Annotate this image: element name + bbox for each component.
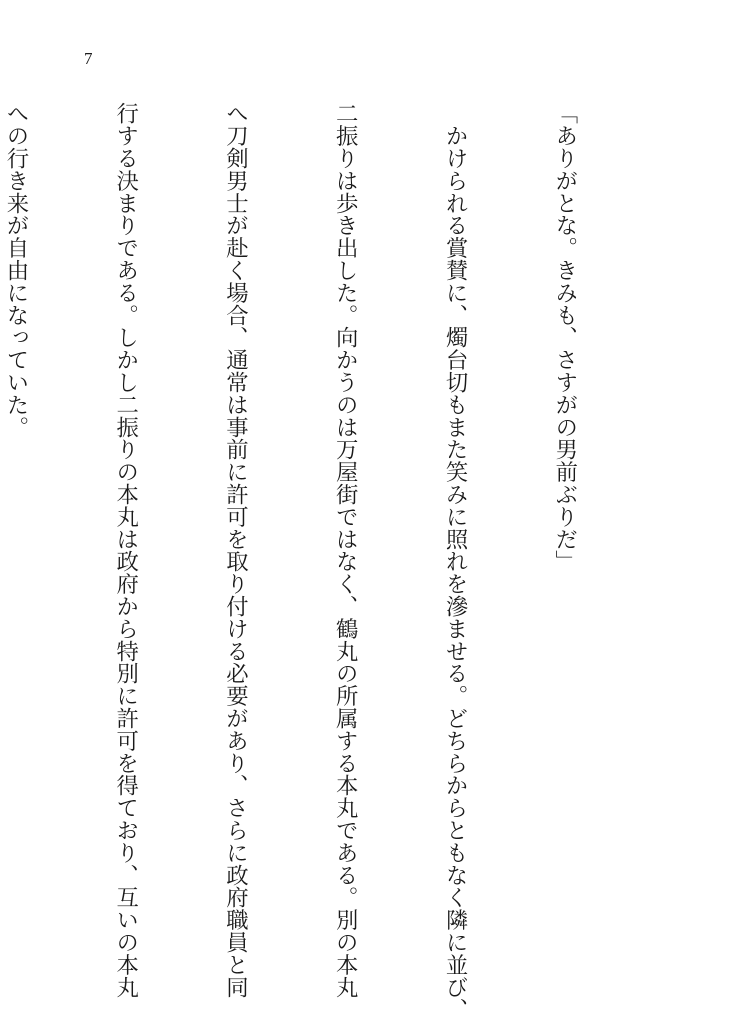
text-line: へ刀剣男士が赴く場合、通常は事前に許可を取り付ける必要があり、さらに政府職員と同 (222, 102, 249, 998)
page-number: 7 (84, 49, 93, 68)
text-line: 「ありがとな。きみも、さすがの男前ぶりだ」 (551, 102, 578, 573)
text-line: かけられる賞賛に、燭台切もまた笑みに照れを滲ませる。どちらからともなく隣に並び、 (442, 102, 469, 1021)
body-text (0, 102, 656, 1021)
text-line: 二振りは歩き出した。向かうのは万屋街ではなく、鶴丸の所属する本丸である。別の本丸 (332, 102, 359, 998)
text-line: 行する決まりである。しかし二振りの本丸は政府から特別に許可を得ており、互いの本丸 (112, 102, 139, 998)
text-line: への行き来が自由になっていた。 (2, 102, 29, 438)
